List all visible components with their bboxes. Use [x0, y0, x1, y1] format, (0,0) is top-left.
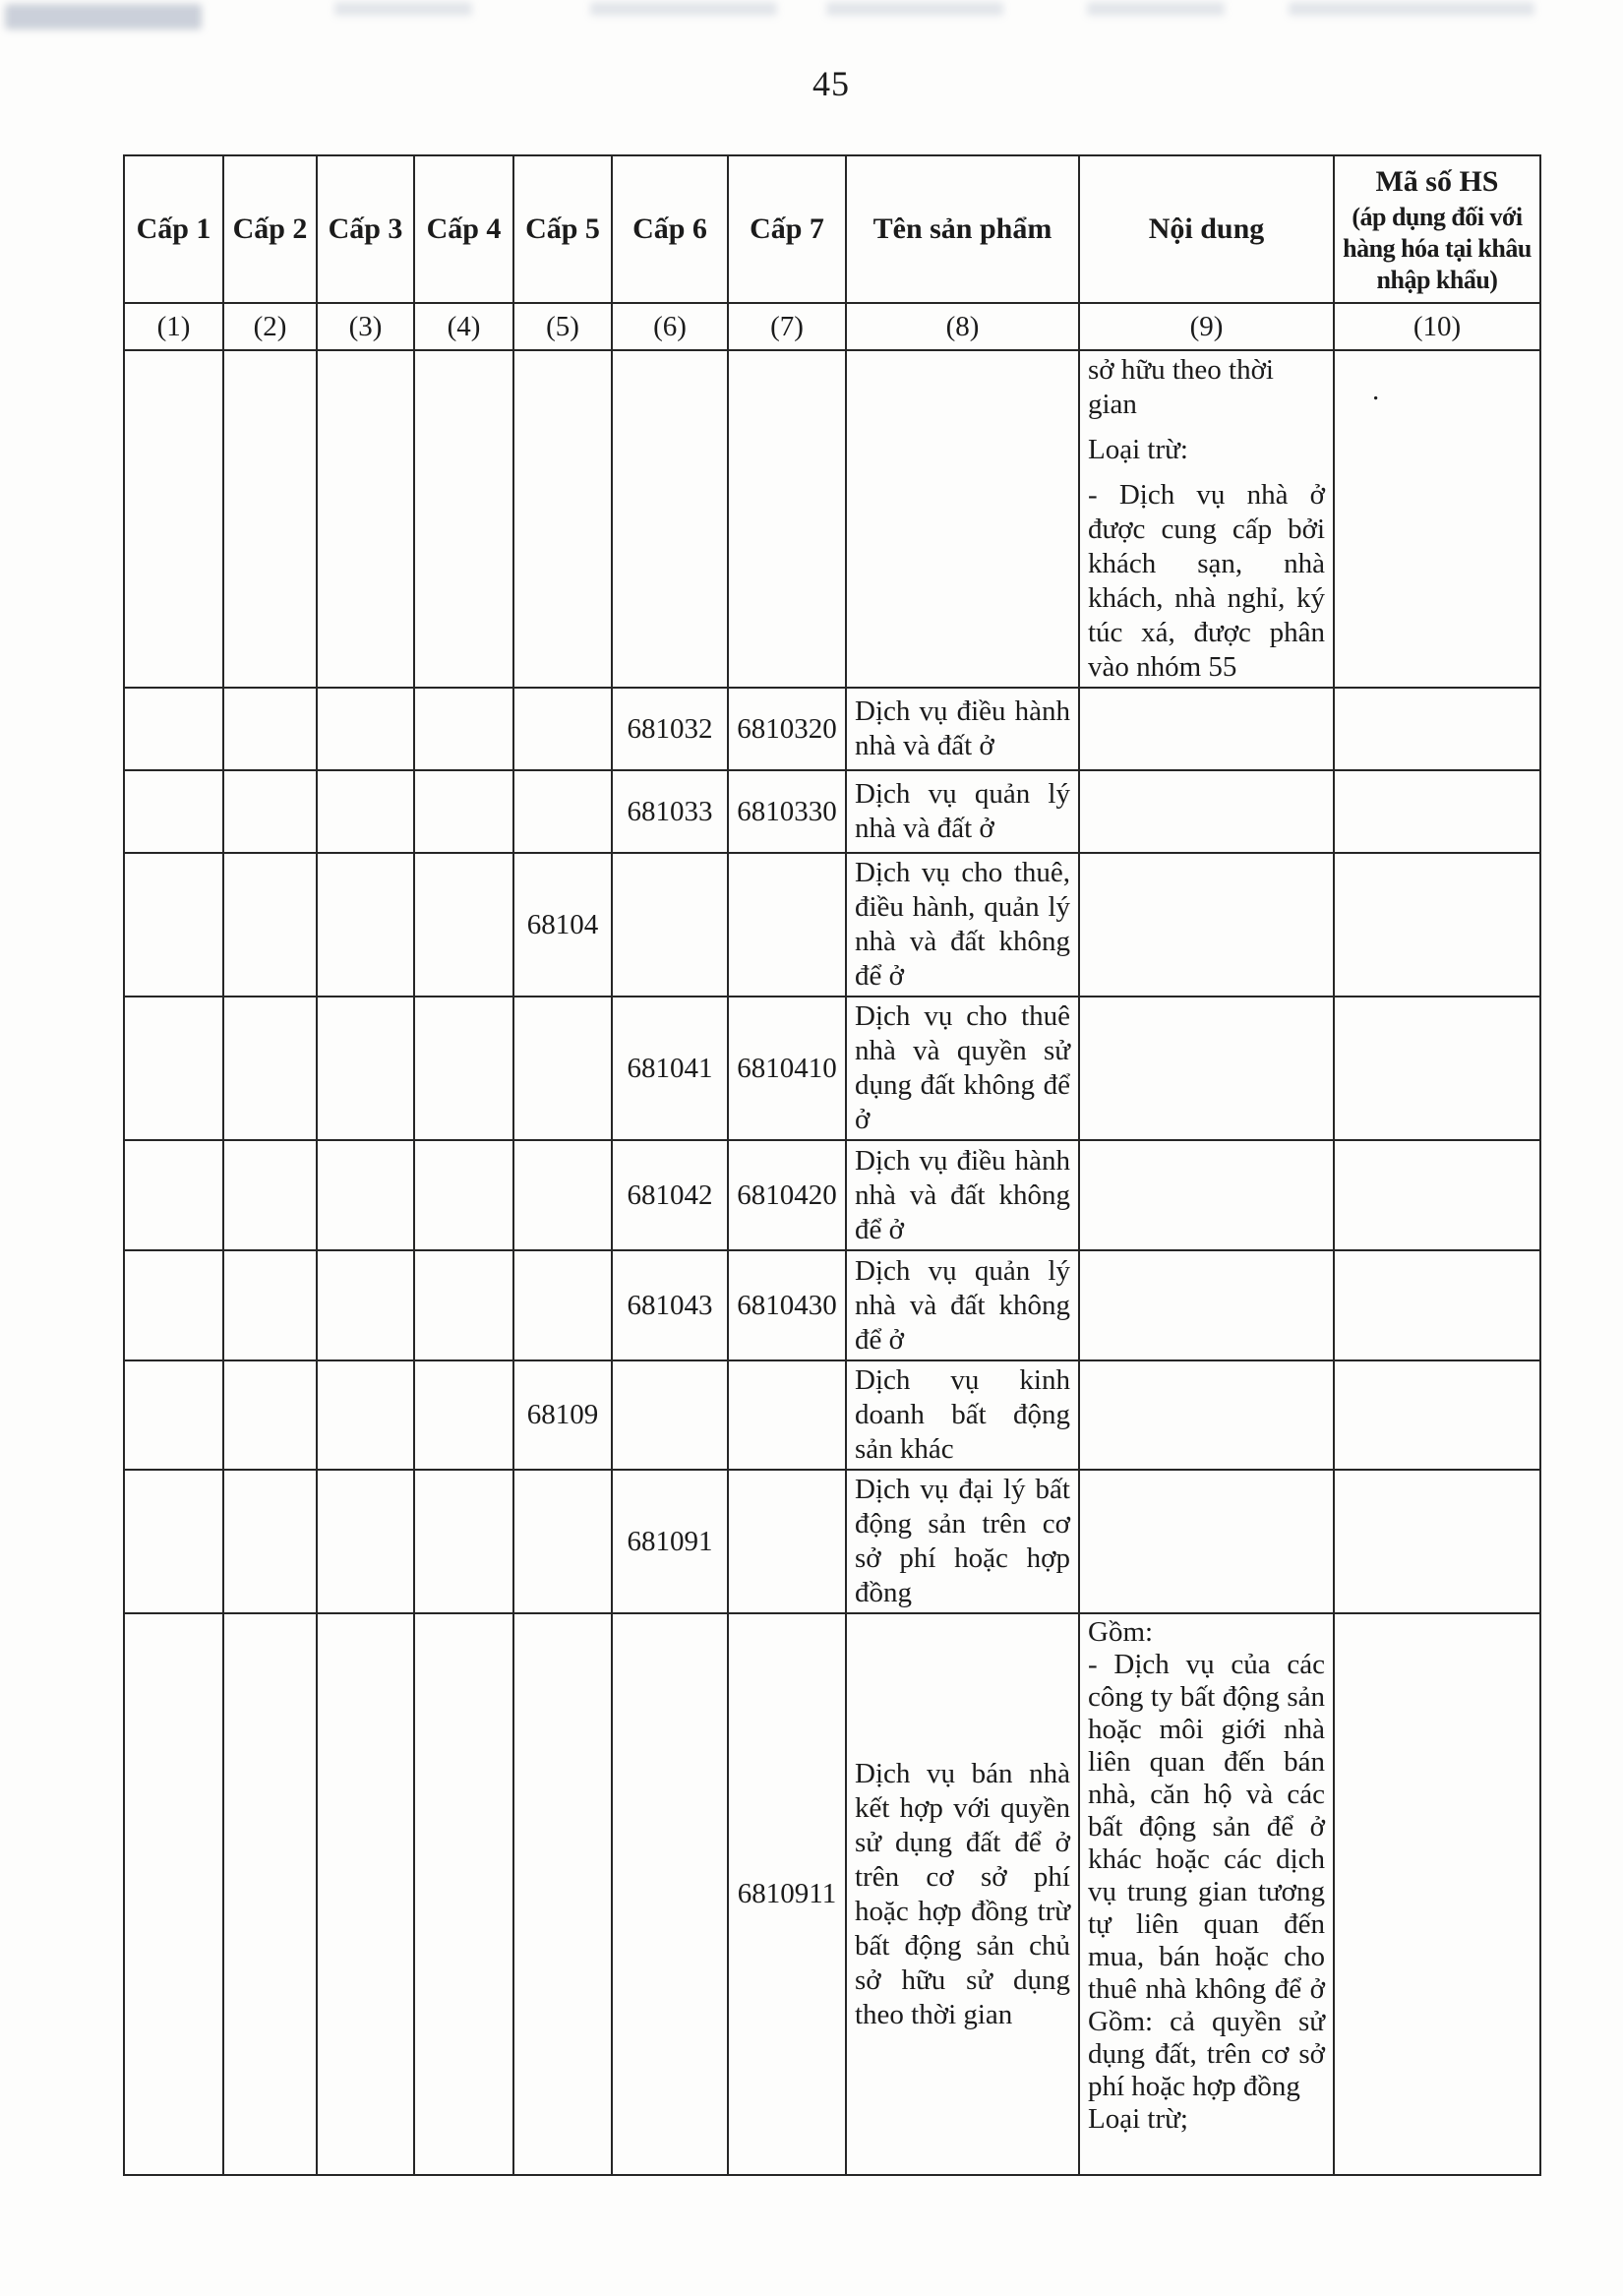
scan-artifact	[1289, 2, 1534, 16]
cell-empty	[124, 688, 223, 770]
cell-noi-dung	[1079, 997, 1334, 1140]
cell-empty	[513, 350, 612, 688]
cell-empty	[414, 997, 513, 1140]
cell-empty	[414, 350, 513, 688]
table-row	[124, 770, 1540, 853]
cell-cap7: 6810330	[728, 770, 846, 853]
noi-dung-paragraph: - Dịch vụ nhà ở được cung cấp bởi khách sạn, nhà khách, nhà nghỉ, ký túc xá, được phân vào nhóm 55	[1088, 479, 1325, 683]
index-cell: (7)	[728, 303, 846, 350]
cell-ma-so-hs	[1334, 688, 1540, 770]
cell-cap7: 6810410	[728, 997, 846, 1140]
index-cell: (5)	[513, 303, 612, 350]
cell-empty	[124, 770, 223, 853]
cell-ten-san-pham: Dịch vụ điều hành nhà và đất ở	[846, 688, 1079, 770]
cell-empty	[317, 1140, 414, 1250]
cell-empty	[223, 1613, 317, 2175]
cell-cap6	[612, 853, 728, 997]
index-cell: (9)	[1079, 303, 1334, 350]
cell-empty	[317, 1360, 414, 1470]
noi-dung-paragraph: Loại trừ:	[1088, 434, 1188, 465]
cell-empty	[223, 350, 317, 688]
cell-ten-san-pham: Dịch vụ cho thuê, điều hành, quản lý nhà và đất không để ở	[846, 853, 1079, 997]
index-cell: (6)	[612, 303, 728, 350]
cell-cap7	[728, 1360, 846, 1470]
cell-cap5	[513, 770, 612, 853]
cell-ma-so-hs	[1334, 997, 1540, 1140]
cell-empty	[317, 688, 414, 770]
table-row	[124, 350, 1540, 688]
cell-cap5	[513, 1470, 612, 1613]
table-row	[124, 1250, 1540, 1360]
noi-dung-paragraph: Gồm:	[1088, 1616, 1154, 1648]
header-cap-7: Cấp 7	[728, 155, 846, 303]
cell-empty	[124, 1140, 223, 1250]
index-cell: (10)	[1334, 303, 1540, 350]
table-row	[124, 853, 1540, 997]
cell-cap6: 681032	[612, 688, 728, 770]
index-cell: (3)	[317, 303, 414, 350]
cell-noi-dung	[1079, 1250, 1334, 1360]
cell-ma-so-hs	[1334, 1613, 1540, 2175]
cell-empty	[414, 1250, 513, 1360]
index-cell: (1)	[124, 303, 223, 350]
header-cap-3: Cấp 3	[317, 155, 414, 303]
scan-artifact	[1087, 2, 1225, 16]
cell-empty	[223, 1360, 317, 1470]
page-number: 45	[812, 64, 850, 103]
cell-cap5	[513, 1140, 612, 1250]
cell-noi-dung	[1079, 1140, 1334, 1250]
cell-ma-so-hs	[1334, 853, 1540, 997]
cell-empty	[124, 997, 223, 1140]
cell-empty	[317, 853, 414, 997]
header-ten-san-pham: Tên sản phẩm	[846, 155, 1079, 303]
cell-empty	[728, 350, 846, 688]
cell-ten-san-pham: Dịch vụ bán nhà kết hợp với quyền sử dụng đất để ở trên cơ sở phí hoặc hợp đồng trừ bất động sản chủ sở hữu sử dụng theo thời gian	[846, 1613, 1079, 2175]
cell-cap7: 6810420	[728, 1140, 846, 1250]
noi-dung-paragraph: sở hữu theo thời gian	[1088, 354, 1274, 420]
cell-empty	[124, 1360, 223, 1470]
table-row	[124, 1470, 1540, 1613]
index-cell: (4)	[414, 303, 513, 350]
cell-empty	[223, 853, 317, 997]
cell-empty	[124, 853, 223, 997]
cell-empty	[124, 1250, 223, 1360]
cell-cap5	[513, 688, 612, 770]
cell-empty	[317, 1250, 414, 1360]
cell-cap6: 681091	[612, 1470, 728, 1613]
header-cap-2: Cấp 2	[223, 155, 317, 303]
cell-empty	[414, 1140, 513, 1250]
index-cell: (8)	[846, 303, 1079, 350]
hs-title: Mã số HS	[1375, 164, 1499, 198]
cell-empty	[414, 770, 513, 853]
header-ma-so-hs	[1334, 155, 1540, 303]
cell-cap7: 6810320	[728, 688, 846, 770]
cell-ma-so-hs	[1334, 1470, 1540, 1613]
cell-ten-san-pham: Dịch vụ điều hành nhà và đất không để ở	[846, 1140, 1079, 1250]
cell-cap7	[728, 853, 846, 997]
cell-ma-so-hs	[1334, 1250, 1540, 1360]
cell-empty	[414, 1360, 513, 1470]
header-cap-1: Cấp 1	[124, 155, 223, 303]
cell-ten-san-pham: Dịch vụ kinh doanh bất động sản khác	[846, 1360, 1079, 1470]
cell-empty	[124, 1613, 223, 2175]
cell-noi-dung	[1079, 853, 1334, 997]
cell-empty	[223, 1470, 317, 1613]
cell-cap6: 681043	[612, 1250, 728, 1360]
cell-empty	[414, 688, 513, 770]
cell-empty	[612, 350, 728, 688]
cell-empty	[414, 1613, 513, 2175]
column-index-row	[124, 303, 1540, 350]
header-noi-dung: Nội dung	[1079, 155, 1334, 303]
cell-empty	[223, 1140, 317, 1250]
scan-artifact	[5, 4, 202, 30]
cell-ten-san-pham: Dịch vụ quản lý nhà và đất ở	[846, 770, 1079, 853]
noi-dung-paragraph: - Dịch vụ của các công ty bất động sản hoặc môi giới nhà liên quan đến bán nhà, căn hộ và các bất động sản để ở khác hoặc các dịch vụ trung gian tương tự liên quan đến mua, bán hoặc cho thuê nhà không để ở Gồm: cả quyền sử dụng đất, trên cơ sở phí hoặc hợp đồng	[1088, 1649, 1325, 2102]
cell-ten-san-pham	[846, 350, 1079, 688]
cell-ten-san-pham: Dịch vụ đại lý bất động sản trên cơ sở phí hoặc hợp đồng	[846, 1470, 1079, 1613]
cell-noi-dung	[1079, 688, 1334, 770]
cell-empty	[414, 1470, 513, 1613]
noi-dung-paragraph: Loại trừ;	[1088, 2103, 1188, 2135]
cell-empty	[317, 1470, 414, 1613]
table-header-row	[124, 155, 1540, 303]
cell-empty	[317, 770, 414, 853]
cell-ma-so-hs	[1334, 1360, 1540, 1470]
cell-cap6: 681042	[612, 1140, 728, 1250]
cell-cap7	[728, 1470, 846, 1613]
scan-artifact	[590, 2, 777, 16]
hs-note: (áp dụng đối với hàng hóa tại khâu nhập khẩu)	[1343, 203, 1532, 294]
cell-cap6: 681041	[612, 997, 728, 1140]
cell-empty	[223, 997, 317, 1140]
index-cell: (2)	[223, 303, 317, 350]
table-row	[124, 1613, 1540, 2175]
cell-ma-so-hs: .	[1334, 350, 1540, 688]
cell-noi-dung	[1079, 1613, 1334, 2175]
table-row	[124, 688, 1540, 770]
cell-ma-so-hs	[1334, 1140, 1540, 1250]
cell-cap6: 681033	[612, 770, 728, 853]
scan-artifact	[826, 2, 1003, 16]
scan-artifact	[334, 2, 472, 16]
cell-cap7: 6810430	[728, 1250, 846, 1360]
cell-empty	[317, 350, 414, 688]
cell-cap7: 6810911	[728, 1613, 846, 2175]
cell-ma-so-hs	[1334, 770, 1540, 853]
table-row	[124, 1360, 1540, 1470]
header-cap-6: Cấp 6	[612, 155, 728, 303]
cell-cap5	[513, 997, 612, 1140]
classification-table	[123, 154, 1541, 2176]
cell-noi-dung	[1079, 770, 1334, 853]
cell-ten-san-pham: Dịch vụ quản lý nhà và đất không để ở	[846, 1250, 1079, 1360]
cell-empty	[317, 1613, 414, 2175]
cell-empty	[414, 853, 513, 997]
cell-noi-dung	[1079, 350, 1334, 688]
cell-empty	[223, 770, 317, 853]
cell-empty	[317, 997, 414, 1140]
cell-cap5: 68104	[513, 853, 612, 997]
cell-cap6	[612, 1613, 728, 2175]
cell-empty	[124, 350, 223, 688]
cell-noi-dung	[1079, 1470, 1334, 1613]
cell-cap5	[513, 1250, 612, 1360]
cell-empty	[223, 688, 317, 770]
cell-cap6	[612, 1360, 728, 1470]
header-cap-5: Cấp 5	[513, 155, 612, 303]
cell-cap5: 68109	[513, 1360, 612, 1470]
cell-cap5	[513, 1613, 612, 2175]
cell-ten-san-pham: Dịch vụ cho thuê nhà và quyền sử dụng đất không để ở	[846, 997, 1079, 1140]
table-row	[124, 1140, 1540, 1250]
cell-noi-dung	[1079, 1360, 1334, 1470]
table-row	[124, 997, 1540, 1140]
cell-empty	[124, 1470, 223, 1613]
header-cap-4: Cấp 4	[414, 155, 513, 303]
cell-empty	[223, 1250, 317, 1360]
